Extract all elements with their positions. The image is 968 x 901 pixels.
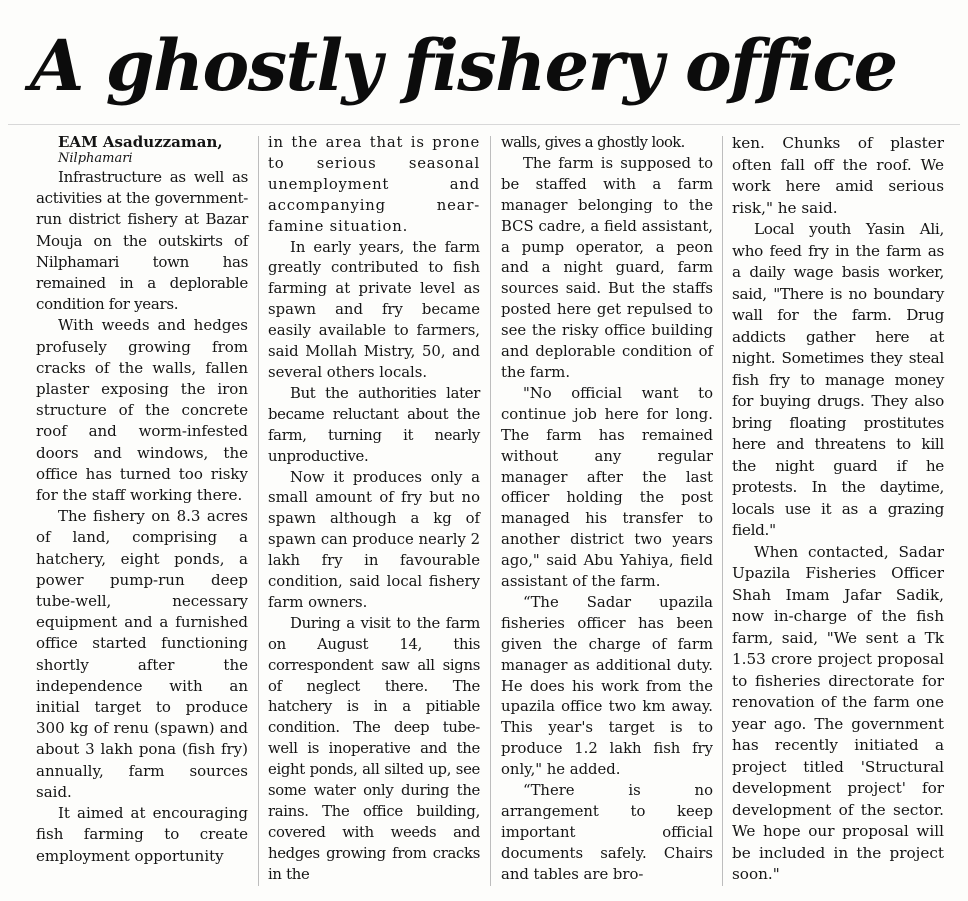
- paragraph-5: In early years, the farm greatly contributed to fish farming at private level as spawn and fry became easily available to farmers, said Mollah Mistry, 50, and several others locals.: [268, 238, 480, 381]
- byline: EAM Asaduzzaman,: [58, 133, 223, 151]
- paragraph-1: Infrastructure as well as activities at the government-run district fishery at Bazar Mouja on the outskirts of Nilphamari town has remained in a deplorable condition for years.: [36, 168, 248, 314]
- column-3: [501, 133, 713, 886]
- headline: A ghostly fishery office: [30, 24, 897, 107]
- paragraph-11: “The Sadar upazila fisheries officer has been given the charge of farm manager as additional duty. He does his work from the upazila office two km away. This year's target is to produce 1.2 lakh fish fry only," he added.: [501, 593, 713, 779]
- paragraph-8-end: walls, gives a ghostly look.: [501, 134, 685, 151]
- paragraph-13: Local youth Yasin Ali, who feed fry in the farm as a daily wage basis worker, said, "There is no boundary wall for the farm. Drug addicts gather here at night. Sometimes they steal fish fry to manage money for buying drugs. They also bring floating prostitutes here and threatens to kill the night guard if he protests. In the daytime, locals use it as a grazing field.": [732, 220, 944, 539]
- paragraph-12-end: ken. Chunks of plaster often fall off the roof. We work here amid serious risk," he said.: [732, 134, 944, 217]
- paragraph-2: With weeds and hedges profusely growing from cracks of the walls, fallen plaster exposing the iron structure of the concrete roof and worm-infested doors and windows, the office has turned too risky for the staff working there.: [36, 316, 248, 505]
- paragraph-8-start: During a visit to the farm on August 14, this correspondent saw all signs of neglect there. The hatchery is in a pitiable condition. The deep tube-well is inoperative and the eight ponds, all silted up, see some water only during the rains. The office building, covered with weeds and hedges growing from cracks in the: [268, 614, 480, 883]
- column-4: [732, 133, 944, 886]
- column-divider: [490, 136, 491, 886]
- paragraph-14: When contacted, Sadar Upazila Fisheries Officer Shah Imam Jafar Sadik, now in-charge of the fish farm, said, "We sent a Tk 1.53 crore project proposal to fisheries directorate for renovation of the farm one year ago. The government has recently initiated a project titled 'Structural development project' for development of the sector. We hope our proposal will be included in the project soon.": [732, 542, 944, 883]
- headline-rule: [8, 124, 960, 125]
- paragraph-10: "No official want to continue job here for long. The farm has remained without any regular manager after the last officer holding the post managed his transfer to another district two years ago," said Abu Yahiya, field assistant of the farm.: [501, 384, 713, 591]
- paragraph-12-start: “There is no arrangement to keep important official documents safely. Chairs and tables are bro-: [501, 782, 713, 883]
- paragraph-3: The fishery on 8.3 acres of land, comprising a hatchery, eight ponds, a power pump-run deep tube-well, necessary equipment and a furnished office started functioning shortly after the independence with an initial target to produce 300 kg of renu (spawn) and about 3 lakh pona (fish fry) annually, farm sources said.: [36, 507, 248, 801]
- column-divider: [258, 136, 259, 886]
- column-divider: [722, 136, 723, 886]
- paragraph-6: But the authorities later became reluctant about the farm, turning it nearly unproductive.: [268, 384, 480, 465]
- paragraph-7: Now it produces only a small amount of fry but no spawn although a kg of spawn can produce nearly 2 lakh fry in favourable condition, said local fishery farm owners.: [268, 468, 480, 611]
- paragraph-9: The farm is supposed to be staffed with a farm manager belonging to the BCS cadre, a field assistant, a pump operator, a peon and a night guard, farm sources said. But the staffs posted here get repulsed to see the risky office building and deplorable condition of the farm.: [501, 154, 713, 381]
- column-2: [268, 133, 480, 886]
- paragraph-4-end: in the area that is prone to serious seasonal unemployment and accompanying near-famine situation.: [268, 134, 480, 235]
- dateline: Nilphamari: [58, 151, 133, 166]
- column-1: [36, 133, 248, 867]
- paragraph-4-start: It aimed at encouraging fish farming to create employment opportunity: [36, 804, 248, 865]
